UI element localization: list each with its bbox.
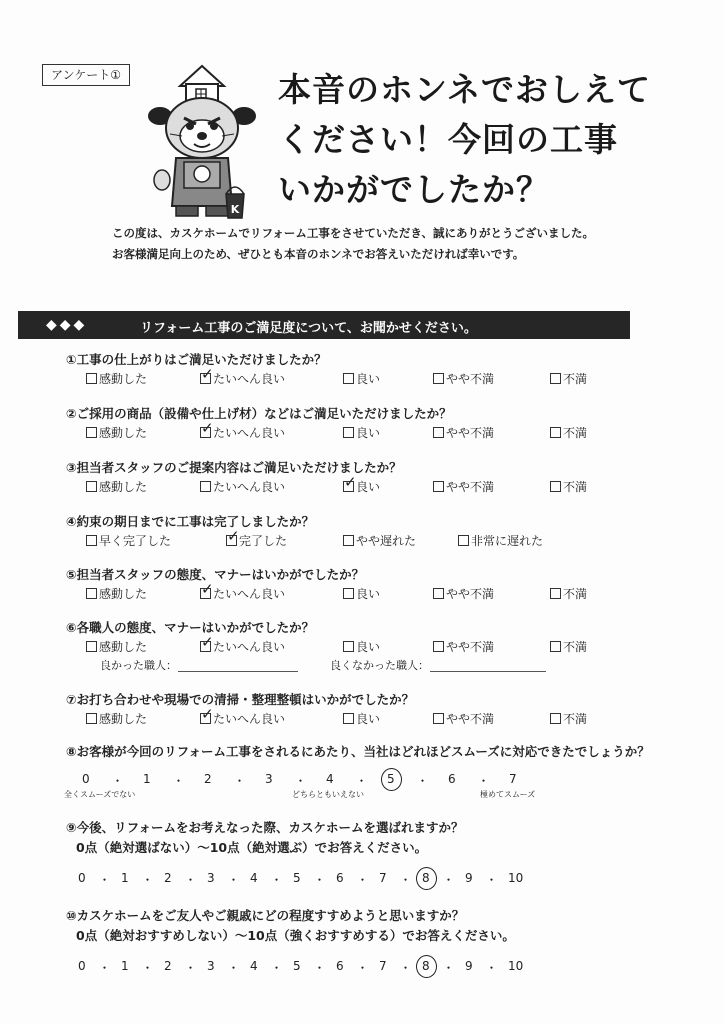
question-3-option[interactable] <box>433 478 494 495</box>
question-7-option[interactable] <box>550 710 587 727</box>
checked-checkbox-icon[interactable] <box>200 427 211 438</box>
intro-line-2: お客様満足向上のため、ぜひとも本音のホンネでお答えいただければ幸いです。 <box>112 247 525 261</box>
scale-separator: ・ <box>313 961 326 975</box>
good-craftsman-line[interactable] <box>178 671 298 672</box>
q9-score-option[interactable]: 2 <box>164 871 172 885</box>
scale-separator: ・ <box>184 873 197 887</box>
survey-tag: アンケート① <box>42 64 130 86</box>
q8-score-option[interactable]: 7 <box>509 772 517 786</box>
q10-score-option[interactable]: 4 <box>250 959 258 973</box>
scale-separator: ・ <box>477 774 490 788</box>
scale-separator: ・ <box>442 873 455 887</box>
checkbox-icon[interactable] <box>550 713 561 724</box>
scale-separator: ・ <box>233 774 246 788</box>
scale-separator: ・ <box>98 873 111 887</box>
option-label: 良い <box>356 712 381 726</box>
q9-score-option[interactable]: 0 <box>78 871 86 885</box>
option-label: やや遅れた <box>356 534 417 548</box>
question-7-option[interactable] <box>343 710 380 727</box>
question-1-text: ①工事の仕上がりはご満足いただけましたか？ <box>66 352 327 367</box>
question-4-text: ④約束の期日までに工事は完了しましたか？ <box>66 514 315 529</box>
option-label: 不満 <box>563 372 588 386</box>
option-label: たいへん良い <box>213 426 286 440</box>
question-3-option[interactable] <box>86 478 147 495</box>
checked-checkbox-icon[interactable] <box>200 641 211 652</box>
q8-selected-circle <box>381 768 402 791</box>
q10-selected-circle <box>416 955 437 978</box>
option-label: 完了した <box>239 534 288 548</box>
option-label: 不満 <box>563 640 588 654</box>
scale-separator: ・ <box>399 873 412 887</box>
mascot-illustration <box>140 62 268 224</box>
question-5-option[interactable] <box>200 585 285 602</box>
q9-score-option[interactable]: 10 <box>508 871 524 885</box>
option-label: 非常に遅れた <box>471 534 544 548</box>
intro-line-1: この度は、カスケホームでリフォーム工事をさせていただき、誠にありがとうございました。 <box>112 226 594 240</box>
option-label: やや不満 <box>446 372 495 386</box>
question-10-text: ⑩カスケホームをご友人やご親戚にどの程度すすめようと思いますか？ <box>66 908 465 923</box>
scale-separator: ・ <box>98 961 111 975</box>
bad-craftsman-label: 良くなかった職人： <box>330 659 429 672</box>
bad-craftsman-line[interactable] <box>430 671 546 672</box>
option-label: 感動した <box>99 372 148 386</box>
checked-checkbox-icon[interactable] <box>200 373 211 384</box>
scale-separator: ・ <box>485 873 498 887</box>
question-6-option[interactable] <box>550 638 587 655</box>
q9-score-option[interactable]: 8 <box>422 871 430 885</box>
scale-separator: ・ <box>313 873 326 887</box>
checkbox-icon[interactable] <box>343 427 354 438</box>
checkbox-icon[interactable] <box>343 588 354 599</box>
option-label: たいへん良い <box>213 480 286 494</box>
scale-separator: ・ <box>270 961 283 975</box>
question-1-option[interactable] <box>343 370 380 387</box>
question-1-option[interactable] <box>200 370 285 387</box>
checkbox-icon[interactable] <box>343 535 354 546</box>
q10-score-option[interactable]: 7 <box>379 959 387 973</box>
option-label: 良い <box>356 640 381 654</box>
good-craftsman-label: 良かった職人： <box>100 659 177 672</box>
question-2-option[interactable] <box>200 424 285 441</box>
option-label: たいへん良い <box>213 587 286 601</box>
q8-score-option[interactable]: 6 <box>448 772 456 786</box>
checked-checkbox-icon[interactable] <box>200 588 211 599</box>
scale-separator: ・ <box>227 961 240 975</box>
checkbox-icon[interactable] <box>433 641 444 652</box>
q10-score-option[interactable]: 5 <box>293 959 301 973</box>
checkbox-icon[interactable] <box>86 588 97 599</box>
option-label: 良い <box>356 426 381 440</box>
question-10-sub: 0点（絶対おすすめしない）～10点（強くおすすめする）でお答えください。 <box>76 928 515 943</box>
question-1-option[interactable] <box>86 370 147 387</box>
checkbox-icon[interactable] <box>550 641 561 652</box>
q8-low-label: 全くスムーズでない <box>64 790 136 799</box>
scale-separator: ・ <box>172 774 185 788</box>
question-1-option[interactable] <box>550 370 587 387</box>
option-label: たいへん良い <box>213 372 286 386</box>
option-label: 良い <box>356 480 381 494</box>
checkbox-icon[interactable] <box>86 481 97 492</box>
scale-separator: ・ <box>227 873 240 887</box>
option-label: 不満 <box>563 712 588 726</box>
q10-score-option[interactable]: 2 <box>164 959 172 973</box>
option-label: たいへん良い <box>213 640 286 654</box>
option-label: 感動した <box>99 426 148 440</box>
q8-score-option[interactable]: 4 <box>326 772 334 786</box>
q8-score-option[interactable]: 2 <box>204 772 212 786</box>
q9-score-option[interactable]: 1 <box>121 871 129 885</box>
checkbox-icon[interactable] <box>550 588 561 599</box>
checkbox-icon[interactable] <box>550 427 561 438</box>
scale-separator: ・ <box>442 961 455 975</box>
option-label: やや不満 <box>446 480 495 494</box>
scale-separator: ・ <box>294 774 307 788</box>
question-2-option[interactable] <box>433 424 494 441</box>
q8-mid-label: どちらともいえない <box>292 790 364 799</box>
q9-score-option[interactable]: 7 <box>379 871 387 885</box>
scale-separator: ・ <box>485 961 498 975</box>
checkbox-icon[interactable] <box>343 373 354 384</box>
scale-separator: ・ <box>399 961 412 975</box>
question-6-option[interactable] <box>86 638 147 655</box>
question-6-text: ⑥各職人の態度、マナーはいかがでしたか？ <box>66 620 315 635</box>
question-2-text: ②ご採用の商品（設備や仕上げ材）などはご満足いただけましたか？ <box>66 406 452 421</box>
option-label: 不満 <box>563 480 588 494</box>
question-6-option[interactable] <box>343 638 380 655</box>
section-title: リフォーム工事のご満足度について、お聞かせください。 <box>140 321 477 336</box>
mascot-bucket-label: K <box>230 203 240 216</box>
question-7-text: ⑦お打ち合わせや現場での清掃・整理整頓はいかがでしたか？ <box>66 692 415 707</box>
option-label: やや不満 <box>446 712 495 726</box>
scale-separator: ・ <box>356 961 369 975</box>
option-label: 不満 <box>563 587 588 601</box>
q9-score-option[interactable]: 4 <box>250 871 258 885</box>
checkbox-icon[interactable] <box>86 373 97 384</box>
q8-score-option[interactable]: 5 <box>387 772 395 786</box>
question-2-option[interactable] <box>343 424 380 441</box>
option-label: 不満 <box>563 426 588 440</box>
question-3-option[interactable] <box>200 478 285 495</box>
question-9-sub: 0点（絶対選ばない）～10点（絶対選ぶ）でお答えください。 <box>76 840 428 855</box>
question-5-text: ⑤担当者スタッフの態度、マナーはいかがでしたか？ <box>66 567 365 582</box>
q10-score-option[interactable]: 8 <box>422 959 430 973</box>
scale-separator: ・ <box>111 774 124 788</box>
section-header-bar <box>18 311 630 339</box>
checkbox-icon[interactable] <box>343 641 354 652</box>
question-8-text: ⑧お客様が今回のリフォーム工事をされるにあたり、当社はどれほどスムーズに対応できたでしょうか？ <box>66 744 650 759</box>
scale-separator: ・ <box>355 774 368 788</box>
option-label: 感動した <box>99 480 148 494</box>
question-6-option[interactable] <box>433 638 494 655</box>
checkbox-icon[interactable] <box>433 713 444 724</box>
checkbox-icon[interactable] <box>550 373 561 384</box>
option-label: やや不満 <box>446 426 495 440</box>
checkbox-icon[interactable] <box>86 641 97 652</box>
option-label: 良い <box>356 587 381 601</box>
question-5-option[interactable] <box>86 585 147 602</box>
question-4-option[interactable] <box>86 532 171 549</box>
q10-score-option[interactable]: 3 <box>207 959 215 973</box>
option-label: やや不満 <box>446 587 495 601</box>
page-title-line-1: 本音のホンネでおしえて <box>278 70 652 109</box>
scale-separator: ・ <box>141 873 154 887</box>
option-label: 早く完了した <box>99 534 172 548</box>
question-2-option[interactable] <box>86 424 147 441</box>
question-3-text: ③担当者スタッフのご提案内容はご満足いただけましたか？ <box>66 460 402 475</box>
question-7-option[interactable] <box>200 710 285 727</box>
q9-score-option[interactable]: 9 <box>465 871 473 885</box>
q10-score-option[interactable]: 0 <box>78 959 86 973</box>
page-title-line-3: いかがでしたか？ <box>278 170 550 209</box>
q9-score-option[interactable]: 6 <box>336 871 344 885</box>
q9-score-option[interactable]: 3 <box>207 871 215 885</box>
page-title-line-2: ください！今回の工事 <box>278 120 618 159</box>
checked-checkbox-icon[interactable] <box>226 535 237 546</box>
question-2-option[interactable] <box>550 424 587 441</box>
checkbox-icon[interactable] <box>433 481 444 492</box>
question-6-option[interactable] <box>200 638 285 655</box>
question-3-option[interactable] <box>343 478 380 495</box>
checkbox-icon[interactable] <box>200 481 211 492</box>
option-label: 感動した <box>99 712 148 726</box>
scale-separator: ・ <box>270 873 283 887</box>
scale-separator: ・ <box>184 961 197 975</box>
question-5-option[interactable] <box>433 585 494 602</box>
q8-score-option[interactable]: 3 <box>265 772 273 786</box>
q10-score-option[interactable]: 6 <box>336 959 344 973</box>
checked-checkbox-icon[interactable] <box>343 481 354 492</box>
checkbox-icon[interactable] <box>343 713 354 724</box>
question-5-option[interactable] <box>550 585 587 602</box>
q8-high-label: 極めてスムーズ <box>480 790 536 799</box>
option-label: たいへん良い <box>213 712 286 726</box>
scale-separator: ・ <box>416 774 429 788</box>
checkbox-icon[interactable] <box>86 535 97 546</box>
option-label: 感動した <box>99 640 148 654</box>
scale-separator: ・ <box>356 873 369 887</box>
question-7-option[interactable] <box>86 710 147 727</box>
checkbox-icon[interactable] <box>86 427 97 438</box>
checkbox-icon[interactable] <box>433 427 444 438</box>
checkbox-icon[interactable] <box>86 713 97 724</box>
q10-score-option[interactable]: 9 <box>465 959 473 973</box>
checked-checkbox-icon[interactable] <box>200 713 211 724</box>
question-5-option[interactable] <box>343 585 380 602</box>
option-label: やや不満 <box>446 640 495 654</box>
checkbox-icon[interactable] <box>550 481 561 492</box>
checkbox-icon[interactable] <box>433 588 444 599</box>
option-label: 良い <box>356 372 381 386</box>
q10-score-option[interactable]: 10 <box>508 959 524 973</box>
option-label: 感動した <box>99 587 148 601</box>
scale-separator: ・ <box>141 961 154 975</box>
q8-score-option[interactable]: 1 <box>143 772 151 786</box>
diamond-icons: ◆◆◆ <box>46 317 88 333</box>
checkbox-icon[interactable] <box>433 373 444 384</box>
question-1-option[interactable] <box>433 370 494 387</box>
question-7-option[interactable] <box>433 710 494 727</box>
q10-score-option[interactable]: 1 <box>121 959 129 973</box>
question-9-text: ⑨今後、リフォームをお考えなった際、カスケホームを選ばれますか？ <box>66 820 464 835</box>
question-4-option[interactable] <box>226 532 287 549</box>
q9-score-option[interactable]: 5 <box>293 871 301 885</box>
q9-selected-circle <box>416 867 437 890</box>
question-4-option[interactable] <box>458 532 543 549</box>
checkbox-icon[interactable] <box>458 535 469 546</box>
question-4-option[interactable] <box>343 532 416 549</box>
question-3-option[interactable] <box>550 478 587 495</box>
q8-score-option[interactable]: 0 <box>82 772 90 786</box>
